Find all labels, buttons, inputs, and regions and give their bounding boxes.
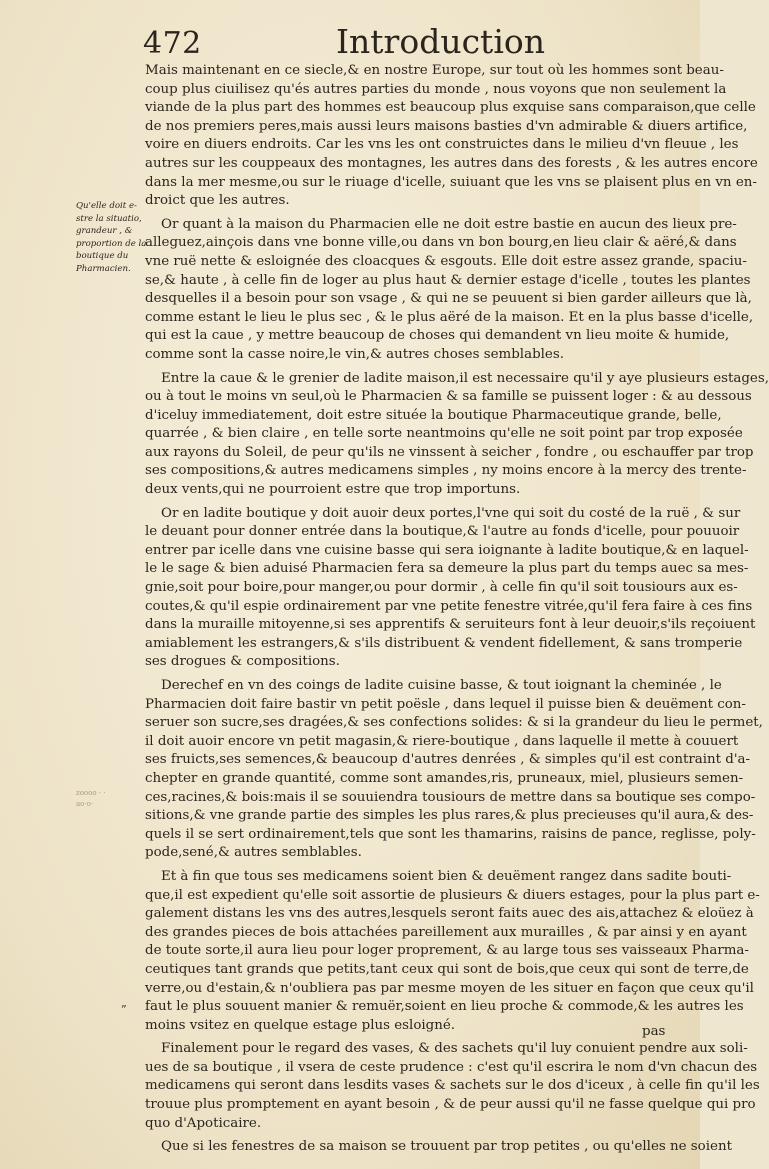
text-line: pode,sené,& autres semblables. [145, 845, 362, 861]
text-line: qui est la caue , y mettre beaucoup de choses qui demandent vn lieu moite & humide, [145, 328, 730, 344]
faded-mark: zoooo · · [76, 789, 106, 797]
page-number: 472 [143, 26, 202, 61]
paragraph [145, 868, 760, 1035]
page-header [0, 22, 700, 62]
paragraph [145, 1138, 732, 1157]
text-line: medicamens qui seront dans lesdits vases & sachets sur le dos d'iceux , à celle fin qu'il les [145, 1078, 760, 1094]
text-line: amiablement les estrangers,& s'ils distribuent & vendent fidellement, & sans tromperie [145, 635, 743, 651]
text-line: Or en ladite boutique y doit auoir deux portes,l'vne qui soit du costé de la ruë , & sur [161, 505, 741, 521]
text-line: ses fruicts,ses semences,& beaucoup d'autres denrées , & simples qu'il est contraint d'a- [145, 752, 751, 768]
paragraph [145, 370, 769, 500]
text-line: que,il est expedient qu'elle soit assortie de plusieurs & diuers estages, pour la plus part e- [145, 887, 760, 903]
text-line: il doit auoir encore vn petit magasin,& riere-boutique , dans laquelle il mette à couuert [145, 733, 739, 749]
text-line: seruer son sucre,ses dragées,& ses confections solides: & si la grandeur du lieu le permet, [145, 715, 763, 731]
text-line: Et à fin que tous ses medicamens soient bien & deuëment rangez dans sadite bouti- [161, 868, 732, 884]
text-line: ou à tout le moins vn seul,où le Pharmacien & sa famille se puissent loger : & au dessous [145, 389, 752, 405]
text-line: le deuant pour donner entrée dans la boutique,& l'autre au fonds d'icelle, pour pouuoir [145, 524, 740, 540]
text-line: Mais maintenant en ce siecle,& en nostre Europe, sur tout où les hommes sont beau- [145, 63, 724, 78]
paragraph [145, 62, 758, 211]
text-line: quo d'Apoticaire. [145, 1115, 262, 1131]
text-line: se,& haute , à celle fin de loger au plus haut & dernier estage d'icelle , toutes les plantes [145, 272, 751, 288]
text-line: aux rayons du Soleil, de peur qu'ils ne vinssent à seicher , fondre , ou eschauffer par trop [145, 444, 754, 460]
text-line: coup plus ciuilisez qu'és autres parties du monde , nous voyons que non seulement la [145, 81, 727, 97]
text-line: Pharmacien doit faire bastir vn petit poësle , dans lequel il puisse bien & deuëment con- [145, 696, 746, 712]
margin-note [76, 200, 147, 275]
text-line: Que si les fenestres de sa maison se trouuent par trop petites , ou qu'elles ne soient [161, 1139, 732, 1155]
text-line: le le sage & bien aduisé Pharmacien fera sa demeure la plus part du temps auec sa mes- [145, 561, 749, 577]
text-line: quarrée , & bien claire , en telle sorte neantmoins qu'elle ne soit point par trop exposée [145, 426, 743, 442]
text-line: dans la muraille mitoyenne,si ses apprentifs & seruiteurs font à leur deuoir,s'ils reçoiuent [145, 617, 756, 633]
margin-note-line: Pharmacien. [76, 263, 131, 274]
text-line: dans la mer mesme,ou sur le riuage d'icelle, suiuant que les vns se plaisent plus en vn en- [145, 174, 757, 190]
text-line: faut le plus souuent manier & remuër,soient en lieu proche & commode,& les autres les [145, 999, 744, 1015]
faded-marginal-marks [76, 788, 136, 810]
margin-note-line: boutique du [76, 251, 129, 261]
paragraph [145, 216, 754, 365]
text-line: coutes,& qu'il espie ordinairement par vne petite fenestre vitrée,qu'il fera faire à ces fins [145, 598, 753, 614]
text-line: galement distans les vns des autres,lesquels seront faits auec des ais,attachez & eloüez à [145, 906, 754, 922]
marginal-quote-mark: ” [121, 1003, 127, 1016]
text-line: trouue plus promptement en ayant besoin , & de peur aussi qu'il ne fasse quelque qui pro [145, 1097, 756, 1113]
text-line: ses compositions,& autres medicamens simples , ny moins encore à la mercy des trente- [145, 463, 747, 479]
text-line: ues de sa boutique , il vsera de ceste prudence : c'est qu'il escrira le nom d'vn chacun des [145, 1059, 758, 1075]
margin-note-line: proportion de la [76, 238, 147, 249]
text-line: ceutiques tant grands que petits,tant ceux qui sont de bois,que ceux qui sont de terre,de [145, 961, 749, 977]
text-line: sitions,& vne grande partie des simples les plus rares,& plus precieuses qu'il aura,& des- [145, 808, 754, 824]
text-line: ces,racines,& bois:mais il se souuiendra tousiours de mettre dans sa boutique ses compo- [145, 789, 756, 805]
running-title: Introduction [336, 22, 545, 61]
text-line: de nos premiers peres,mais aussi leurs maisons basties d'vn admirable & diuers artifice, [145, 118, 748, 134]
text-line: des grandes pieces de bois attachées pareillement aux murailles , & par ainsi y en ayant [145, 924, 747, 940]
text-line: Derechef en vn des coings de ladite cuisine basse, & tout ioignant la cheminée , le [161, 678, 722, 693]
text-line: gnie,soit pour boire,pour manger,ou pour dormir , à celle fin qu'il soit tousiours aux es- [145, 580, 738, 596]
catchword: pas [642, 1024, 666, 1039]
text-line: deux vents,qui ne pourroient estre que trop importuns. [145, 482, 521, 498]
text-line: comme estant le lieu le plus sec , & le plus aëré de la maison. Et en la plus basse d'icelle, [145, 309, 754, 325]
text-line: Entre la caue & le grenier de ladite maison,il est necessaire qu'il y aye plusieurs estages, [161, 370, 769, 386]
text-line: quels il se sert ordinairement,tels que sont les thamarins, raisins de pance, reglisse, poly- [145, 826, 756, 842]
text-line: verre,ou d'estain,& n'oubliera pas par mesme moyen de les situer en façon que ceux qu'il [145, 980, 754, 996]
text-line: chepter en grande quantité, comme sont amandes,ris, pruneaux, miel, plusieurs semen- [145, 770, 744, 786]
text-line: desquelles il a besoin pour son vsage , & qui ne se peuuent si bien garder ailleurs que là, [145, 291, 752, 307]
text-line: vne ruë nette & esloignée des cloacques & esgouts. Elle doit estre assez grande, spaciu- [145, 253, 747, 269]
text-line: autres sur les couppeaux des montagnes, les autres dans des forests , & les autres encore [145, 155, 758, 171]
text-line: droict que les autres. [145, 193, 290, 209]
body-text [145, 62, 769, 1157]
text-line: viande de la plus part des hommes est beaucoup plus exquise sans comparaison,que celle [145, 100, 756, 116]
text-line: voire en diuers endroits. Car les vns les ont construictes dans le milieu d'vn fleuue , les [145, 137, 739, 153]
text-line: d'iceluy immediatement, doit estre située la boutique Pharmaceutique grande, belle, [145, 407, 722, 423]
margin-note-line: grandeur , & [76, 226, 133, 236]
text-line: ses drogues & compositions. [145, 654, 340, 670]
text-line: moins vsitez en quelque estage plus esloigné. [145, 1017, 456, 1033]
text-line: de toute sorte,il aura lieu pour loger proprement, & au large tous ses vaisseaux Pharma- [145, 943, 749, 959]
paragraph [145, 1040, 760, 1133]
faded-mark: ao·o· [76, 800, 94, 808]
text-line: alleguez,ainçois dans vne bonne ville,ou dans vn bon bourg,en lieu clair & aëré,& dans [145, 235, 737, 251]
paragraph [145, 677, 763, 863]
margin-note-line: stre la situatio, [76, 213, 142, 224]
margin-note-line: Qu'elle doit e- [76, 201, 137, 211]
paragraph [145, 505, 756, 672]
text-line: Or quant à la maison du Pharmacien elle ne doit estre bastie en aucun des lieux pre- [161, 216, 737, 232]
text-line: entrer par icelle dans vne cuisine basse qui sera ioignante à ladite boutique,& en laquel- [145, 542, 749, 558]
text-line: Finalement pour le regard des vases, & des sachets qu'il luy conuient pendre aux soli- [161, 1041, 748, 1057]
text-line: comme sont la casse noire,le vin,& autres choses semblables. [145, 346, 564, 362]
